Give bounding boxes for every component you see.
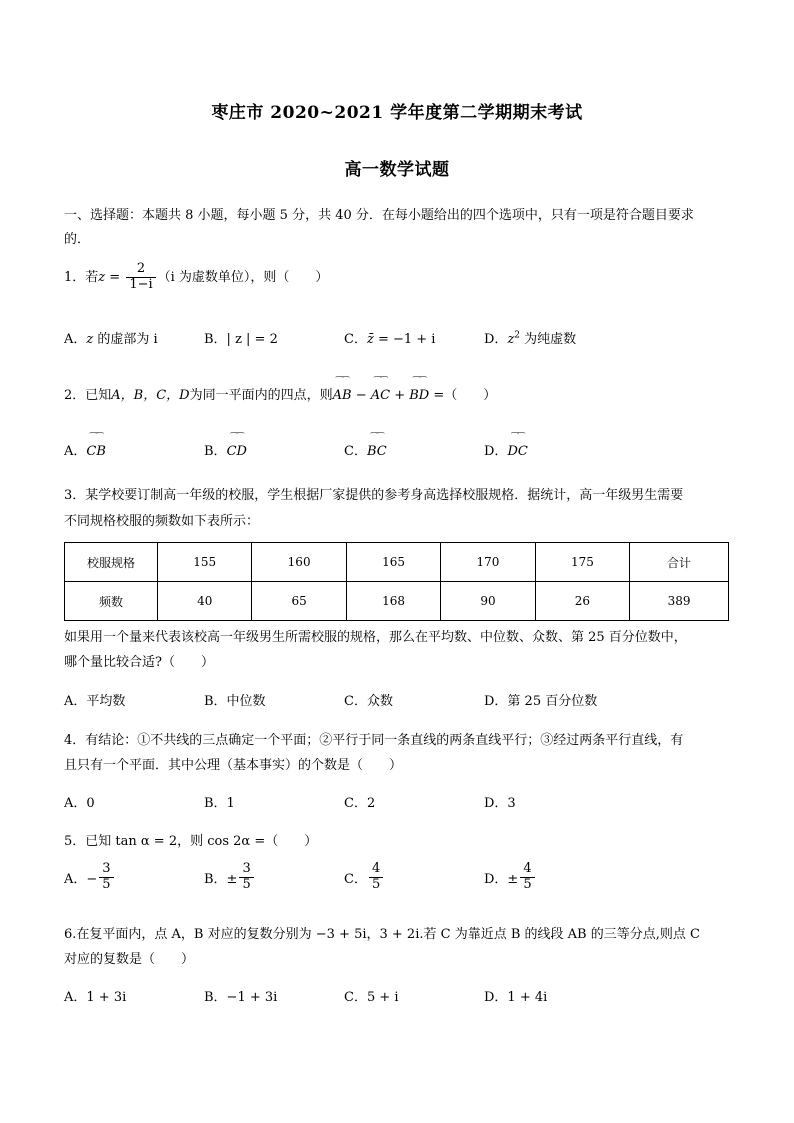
q4-option-a: A．0 xyxy=(64,796,95,811)
q5-option-b: B．± $\frac{3}{5}$ xyxy=(204,862,256,893)
question-3-line2: 不同规格校服的频数如下表所示： xyxy=(64,514,260,529)
question-6-line1: 6.在复平面内，点 A，B 对应的复数分别为 −3 + 5i，3 + 2i.若 C 为靠近点 B 的线段 AB 的三等分点,则点 C xyxy=(64,927,700,942)
q5-options xyxy=(64,862,744,906)
q1-option-b: B．| z | = 2 xyxy=(204,332,278,347)
uniform-frequency-table xyxy=(64,542,729,621)
q1-fraction xyxy=(126,262,155,293)
q2-option-c: C．⁀⁀ BC xyxy=(344,440,387,459)
table-cell: 校服规格 xyxy=(65,543,158,582)
q3-option-c: C．众数 xyxy=(344,694,393,709)
q4-options xyxy=(64,792,744,822)
q2-option-d: D．⁀⁀ DC xyxy=(484,440,528,459)
q2-points: A，B，C，D xyxy=(111,388,190,403)
table-cell: 165 xyxy=(346,543,440,582)
table-cell: 频数 xyxy=(65,582,158,621)
q4-option-d: D．3 xyxy=(484,796,516,811)
question-1 xyxy=(64,262,328,293)
q1-option-a: A．z 的虚部为 i xyxy=(64,332,158,347)
table-cell: 175 xyxy=(535,543,629,582)
q6-options xyxy=(64,986,744,1016)
q2-vector-bd: ⁀⁀ BD xyxy=(409,388,429,403)
question-3-line4: 哪个量比较合适?（ ） xyxy=(64,655,214,670)
question-5: 5．已知 tan α = 2，则 cos 2α =（ ） xyxy=(64,834,318,849)
q6-option-d: D．1 + 4i xyxy=(484,990,548,1005)
section-instructions-line2: 的． xyxy=(64,232,91,247)
question-4-line1: 4．有结论：①不共线的三点确定一个平面；②平行于同一条直线的两条直线平行；③经过两条平行直线，有 xyxy=(64,733,684,748)
q3-option-b: B．中位数 xyxy=(204,694,266,709)
table-cell: 合计 xyxy=(630,543,729,582)
q5-option-d: D．± $\frac{4}{5}$ xyxy=(484,862,537,893)
table-cell: 26 xyxy=(535,582,629,621)
q2-options xyxy=(64,440,744,470)
q1-options xyxy=(64,328,744,358)
q2-vector-ab: ⁀⁀ AB xyxy=(333,388,352,403)
q6-option-c: C．5 + i xyxy=(344,990,399,1005)
q1-suffix: （i 为虚数单位），则（ ） xyxy=(157,269,329,285)
q3-option-d: D．第 25 百分位数 xyxy=(484,694,598,709)
question-3-line3: 如果用一个量来代表该校高一年级男生所需校服的规格，那么在平均数、中位数、众数、第 25 百分位数中， xyxy=(64,630,687,645)
table-row xyxy=(65,582,729,621)
question-4-line2: 且只有一个平面．其中公理（基本事实）的个数是（ ） xyxy=(64,758,403,773)
q4-option-c: C．2 xyxy=(344,796,376,811)
exam-subtitle: 高一数学试题 xyxy=(344,160,450,180)
q2-vector-ac: ⁀⁀ AC xyxy=(371,388,390,403)
question-6-line2: 对应的复数是（ ） xyxy=(64,952,195,967)
table-cell: 170 xyxy=(441,543,535,582)
q1-eq: = xyxy=(105,269,125,285)
q2-option-b: B．⁀⁀ CD xyxy=(204,440,247,459)
q2-option-a: A．⁀⁀ CB xyxy=(64,440,106,459)
q3-option-a: A．平均数 xyxy=(64,694,126,709)
q4-option-b: B．1 xyxy=(204,796,235,811)
table-cell: 389 xyxy=(630,582,729,621)
q6-option-b: B．−1 + 3i xyxy=(204,990,278,1005)
table-cell: 90 xyxy=(441,582,535,621)
exam-title: 枣庄市 2020~2021 学年度第二学期期末考试 xyxy=(211,103,583,123)
table-cell: 155 xyxy=(158,543,252,582)
table-cell: 40 xyxy=(158,582,252,621)
q1-var: z xyxy=(98,269,106,285)
q5-option-c: C． $\frac{4}{5}$ xyxy=(344,862,385,893)
table-cell: 168 xyxy=(346,582,440,621)
q1-numerator: 2 xyxy=(136,261,146,276)
table-cell: 160 xyxy=(252,543,346,582)
q1-option-d: D．$z^2$ 为纯虚数 xyxy=(484,330,577,347)
question-3-line1: 3．某学校要订制高一年级的校服，学生根据厂家提供的参考身高选择校服规格．据统计，高一年级男生需要 xyxy=(64,488,684,503)
q6-option-a: A．1 + 3i xyxy=(64,990,127,1005)
q5-option-a: A．− $\frac{3}{5}$ xyxy=(64,862,116,893)
question-2: 2．已知A，B，C，D为同一平面内的四点，则⁀⁀ AB − ⁀⁀ AC + ⁀⁀ BD =（ ） xyxy=(64,384,496,403)
q3-options xyxy=(64,690,744,720)
q1-prefix: 1．若 xyxy=(64,269,99,285)
q1-option-c: C．z̄ = −1 + i xyxy=(344,332,436,347)
table-header-row xyxy=(65,543,729,582)
section-instructions-line1: 一、选择题：本题共 8 小题，每小题 5 分，共 40 分．在每小题给出的四个选项中，只有一项是符合题目要求 xyxy=(64,208,694,223)
q1-denominator: 1−i xyxy=(126,277,155,293)
table-cell: 65 xyxy=(252,582,346,621)
